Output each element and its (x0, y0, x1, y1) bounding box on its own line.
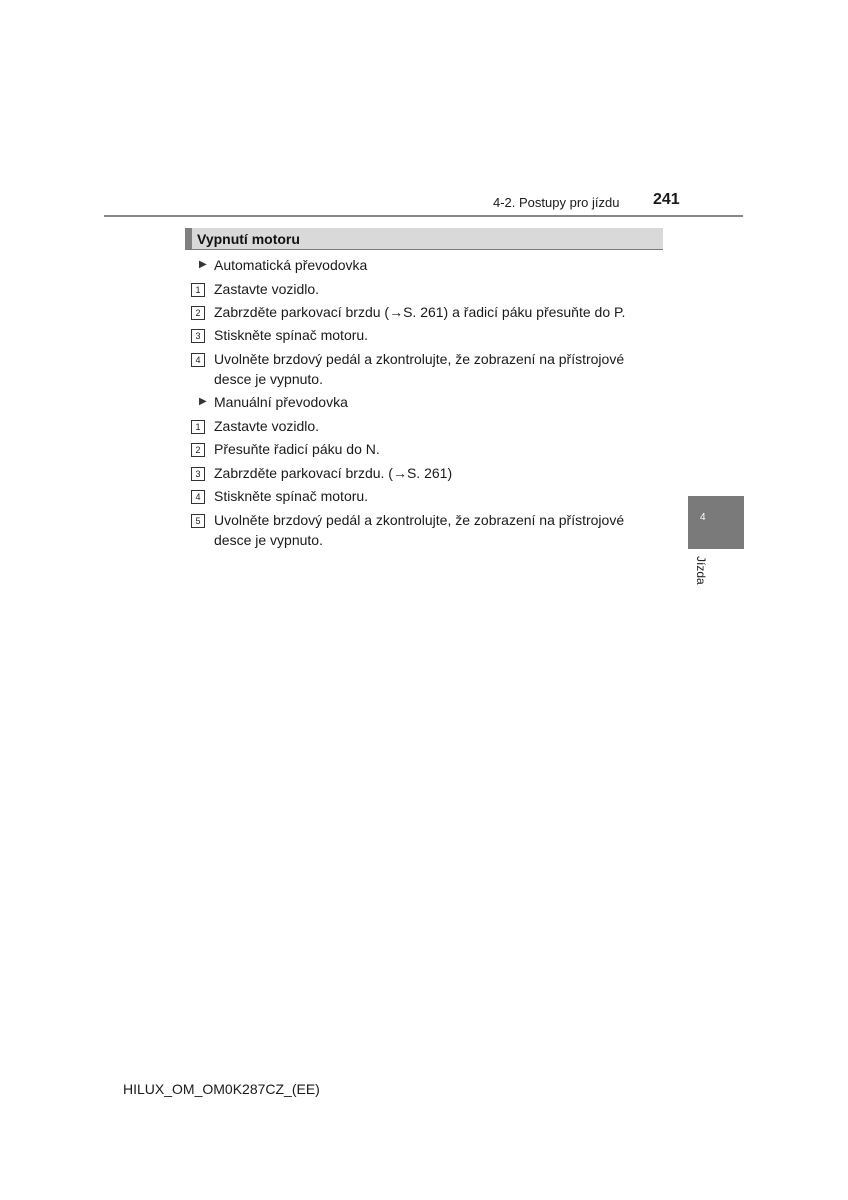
step-text: Zastavte vozidlo. (214, 418, 320, 434)
header-rule (104, 215, 743, 217)
page-number: 241 (653, 191, 680, 208)
step-text: Zabrzděte parkovací brzdu (→S. 261) a řadicí páku přesuňte do P. (214, 304, 626, 320)
heading-accent (185, 228, 192, 249)
header-section-title: 4-2. Postupy pro jízdu (493, 195, 620, 210)
section-heading-bar (185, 228, 663, 250)
step-number-box: 3 (191, 467, 205, 481)
step-number-box: 1 (191, 283, 205, 297)
footer-document-code: HILUX_OM_OM0K287CZ_(EE) (123, 1081, 320, 1097)
step-number-box: 2 (191, 443, 205, 457)
step-text: Zastavte vozidlo. (214, 281, 320, 297)
step-number-box: 3 (191, 329, 205, 343)
step-number-box: 5 (191, 514, 205, 528)
step-number-box: 1 (191, 420, 205, 434)
triangle-bullet-icon: ▶ (199, 259, 207, 270)
section-heading: Vypnutí motoru (197, 231, 300, 247)
step-number-box: 4 (191, 490, 205, 504)
step-text: Přesuňte řadicí páku do N. (214, 441, 380, 457)
chapter-tab (688, 496, 744, 549)
step-text: Uvolněte brzdový pedál a zkontrolujte, že zobrazení na přístrojové (214, 351, 625, 367)
step-number-box: 4 (191, 353, 205, 367)
triangle-bullet-icon: ▶ (199, 396, 207, 407)
step-text: Zabrzděte parkovací brzdu. (→S. 261) (214, 465, 453, 481)
step-text: Stiskněte spínač motoru. (214, 488, 369, 504)
step-text: Stiskněte spínač motoru. (214, 327, 369, 343)
manual-title: Manuální převodovka (214, 394, 348, 410)
automatic-title: Automatická převodovka (214, 257, 368, 273)
chapter-label: Jízda (694, 556, 708, 585)
step-text-continued: desce je vypnuto. (214, 371, 323, 387)
step-number-box: 2 (191, 306, 205, 320)
chapter-number: 4 (700, 512, 706, 523)
step-text: Uvolněte brzdový pedál a zkontrolujte, že zobrazení na přístrojové (214, 512, 625, 528)
step-text-continued: desce je vypnuto. (214, 532, 323, 548)
